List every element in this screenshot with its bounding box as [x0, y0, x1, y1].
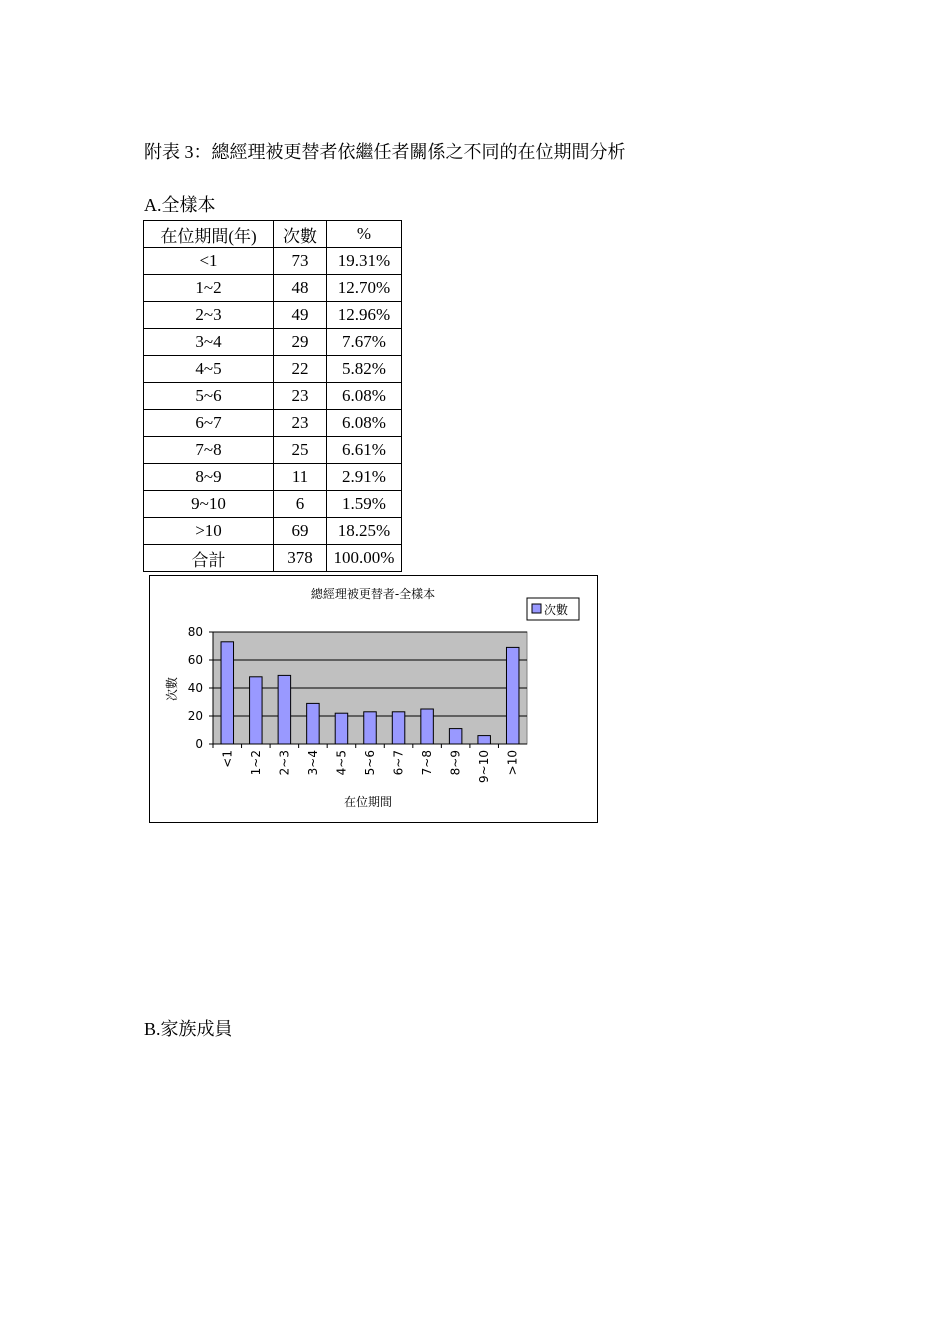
- chart-title: 總經理被更替者-全樣本: [310, 587, 436, 601]
- bar: [250, 677, 263, 744]
- y-tick-label: 60: [187, 653, 203, 667]
- x-tick-label: 7~8: [420, 750, 435, 776]
- table-cell: 18.25%: [327, 518, 402, 545]
- table-cell: 6.08%: [327, 383, 402, 410]
- section-b-heading: B.家族成員: [144, 1019, 233, 1039]
- bar: [506, 647, 519, 744]
- table-cell: 合計: [144, 545, 274, 572]
- chart-legend: [527, 598, 579, 620]
- chart-xlabel: 在位期間: [343, 795, 393, 809]
- table-cell: 22: [274, 356, 327, 383]
- legend-label: 次數: [544, 603, 569, 617]
- table-cell: 19.31%: [327, 248, 402, 275]
- bar: [307, 703, 320, 744]
- table-cell: 69: [274, 518, 327, 545]
- table-cell: 2~3: [144, 302, 274, 329]
- bar: [421, 709, 434, 744]
- table-cell: 23: [274, 383, 327, 410]
- table-cell: 23: [274, 410, 327, 437]
- table-cell: 6~7: [144, 410, 274, 437]
- y-tick-label: 40: [187, 681, 203, 695]
- table-cell: 2.91%: [327, 464, 402, 491]
- table-cell: 48: [274, 275, 327, 302]
- table-row: [144, 329, 402, 356]
- bar: [478, 736, 491, 744]
- bar: [278, 675, 291, 744]
- bar: [335, 713, 348, 744]
- y-tick-label: 80: [187, 625, 203, 639]
- table-cell: <1: [144, 248, 274, 275]
- table-cell: 7~8: [144, 437, 274, 464]
- x-tick-label: 8~9: [448, 750, 463, 776]
- legend-swatch: [532, 604, 541, 613]
- table-cell: 73: [274, 248, 327, 275]
- table-cell: 6: [274, 491, 327, 518]
- bar: [449, 729, 462, 744]
- x-tick-label: >10: [505, 750, 520, 776]
- table-row: [144, 437, 402, 464]
- table-row: [144, 383, 402, 410]
- x-tick-label: 2~3: [277, 750, 292, 776]
- table-cell: 6.61%: [327, 437, 402, 464]
- table-cell: 12.96%: [327, 302, 402, 329]
- table-row: [144, 464, 402, 491]
- table-cell: 3~4: [144, 329, 274, 356]
- document-title: 附表 3：總經理被更替者依繼任者關係之不同的在位期間分析: [144, 142, 626, 162]
- bar: [221, 642, 234, 744]
- table-header-row: [144, 221, 402, 248]
- table-cell: 8~9: [144, 464, 274, 491]
- table-cell: 6.08%: [327, 410, 402, 437]
- bar: [392, 712, 405, 744]
- table-cell: 12.70%: [327, 275, 402, 302]
- bar-chart: [149, 575, 598, 823]
- x-tick-label: 1~2: [248, 750, 263, 776]
- table-row: [144, 302, 402, 329]
- x-tick-label: <1: [220, 750, 235, 768]
- data-table: [143, 220, 402, 572]
- table-cell: 4~5: [144, 356, 274, 383]
- y-tick-label: 0: [195, 737, 203, 751]
- x-tick-label: 4~5: [334, 750, 349, 776]
- table-row: [144, 275, 402, 302]
- table-cell: >10: [144, 518, 274, 545]
- table-cell: 5~6: [144, 383, 274, 410]
- section-a-heading: A.全樣本: [144, 195, 216, 215]
- table-cell: 1.59%: [327, 491, 402, 518]
- chart-svg: [150, 576, 597, 822]
- x-tick-label: 5~6: [363, 750, 377, 776]
- x-tick-label: 3~4: [305, 750, 320, 776]
- table-cell: 29: [274, 329, 327, 356]
- table-row: [144, 491, 402, 518]
- x-tick-label: 6~7: [391, 750, 406, 776]
- table-row: [144, 410, 402, 437]
- table-cell: 1~2: [144, 275, 274, 302]
- table-cell: 378: [274, 545, 327, 572]
- table-header-cell: 在位期間(年): [144, 221, 274, 248]
- table-body: [144, 248, 402, 572]
- table-header-cell: %: [327, 221, 402, 248]
- y-tick-label: 20: [187, 709, 203, 723]
- chart-ylabel: 次數: [165, 676, 179, 702]
- table-cell: 100.00%: [327, 545, 402, 572]
- table-row: [144, 518, 402, 545]
- bar: [364, 712, 377, 744]
- table-cell: 9~10: [144, 491, 274, 518]
- table-cell: 7.67%: [327, 329, 402, 356]
- table-cell: 49: [274, 302, 327, 329]
- table-row: [144, 545, 402, 572]
- table-cell: 5.82%: [327, 356, 402, 383]
- table-header-cell: 次數: [274, 221, 327, 248]
- table-cell: 11: [274, 464, 327, 491]
- x-tick-label: 9~10: [477, 750, 492, 783]
- table-cell: 25: [274, 437, 327, 464]
- table-row: [144, 248, 402, 275]
- table-row: [144, 356, 402, 383]
